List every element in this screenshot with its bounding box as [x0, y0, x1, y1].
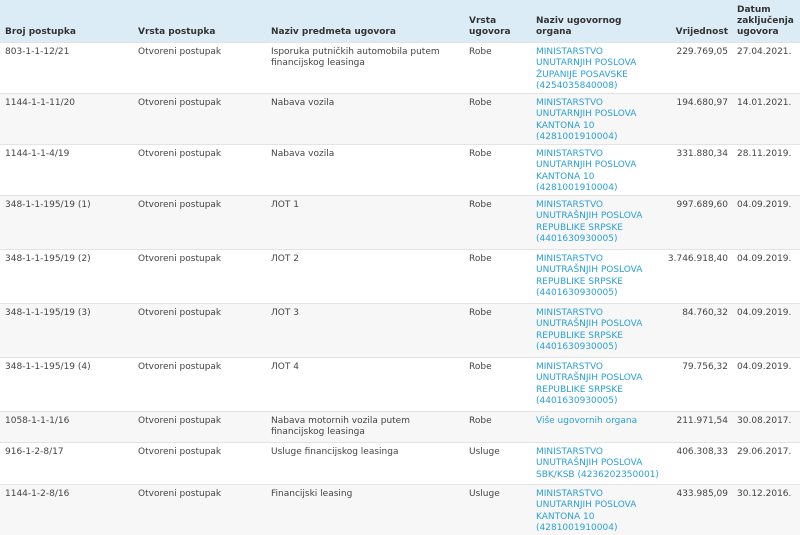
cell-broj: 348-1-1-195/19 (4) — [5, 361, 91, 372]
cell-datum: 14.01.2021. — [737, 97, 792, 108]
cell-datum: 30.12.2016. — [737, 488, 792, 499]
cell-naziv: Nabava vozila — [271, 97, 335, 108]
cell-vrsta-ugovora: Robe — [469, 97, 492, 108]
cell-vrsta-postupka: Otvoreni postupak — [138, 253, 222, 264]
table-row — [0, 249, 800, 303]
table-header-row — [0, 0, 800, 42]
cell-vrsta-ugovora: Robe — [469, 307, 492, 318]
cell-datum: 04.09.2019. — [737, 307, 792, 318]
cell-vrsta-postupka: Otvoreni postupak — [138, 415, 222, 426]
cell-vrijednost: 84.760,32 — [682, 307, 728, 318]
cell-vrsta-ugovora: Robe — [469, 148, 492, 159]
table-row — [0, 303, 800, 357]
cell-broj: 1144-1-1-4/19 — [5, 148, 70, 159]
cell-organ-link[interactable]: MINISTARSTVO UNUTRAŠNJIH POSLOVA REPUBLIKE SRPSKE (4401630930005) — [536, 361, 643, 406]
header-vrsta-ugovora-l2: ugovora — [469, 26, 511, 37]
cell-vrijednost: 211.971,54 — [676, 415, 728, 426]
cell-organ-link[interactable]: Više ugovornih organa — [536, 415, 638, 426]
cell-vrsta-ugovora: Usluge — [469, 446, 500, 457]
cell-vrsta-postupka: Otvoreni postupak — [138, 199, 222, 210]
cell-vrijednost: 79.756,32 — [682, 361, 728, 372]
cell-organ-link[interactable]: MINISTARSTVO UNUTRAŠNJIH POSLOVA REPUBLIKE SRPSKE (4401630930005) — [536, 307, 643, 352]
cell-vrijednost: 229.769,05 — [676, 46, 728, 57]
header-vrsta-postupka[interactable]: Vrsta postupka — [138, 26, 216, 37]
cell-vrijednost: 3.746.918,40 — [667, 253, 728, 264]
header-vrsta-ugovora[interactable] — [464, 0, 531, 42]
table-row — [0, 93, 800, 144]
cell-vrijednost: 997.689,60 — [676, 199, 728, 210]
cell-vrijednost: 406.308,33 — [676, 446, 728, 457]
cell-datum: 28.11.2019. — [737, 148, 792, 159]
cell-vrijednost: 433.985,09 — [676, 488, 728, 499]
table-row — [0, 195, 800, 249]
cell-organ-link[interactable]: MINISTARSTVO UNUTRAŠNJIH POSLOVA REPUBLIKE SRPSKE (4401630930005) — [536, 199, 643, 244]
cell-naziv: ЛОТ 1 — [271, 199, 299, 210]
cell-naziv: ЛОТ 2 — [271, 253, 299, 264]
cell-datum: 29.06.2017. — [737, 446, 792, 457]
cell-vrsta-ugovora: Usluge — [469, 488, 500, 499]
table-row — [0, 442, 800, 484]
cell-broj: 1144-1-1-11/20 — [5, 97, 76, 108]
header-ugovorni-organ[interactable]: Naziv ugovornog organa — [536, 15, 622, 37]
table-row — [0, 42, 800, 93]
cell-vrijednost: 194.680,97 — [676, 97, 728, 108]
cell-vrsta-ugovora: Robe — [469, 415, 492, 426]
header-datum[interactable] — [732, 0, 800, 42]
table-row — [0, 357, 800, 411]
header-datum-l2: zaključenja — [737, 15, 794, 26]
cell-vrsta-postupka: Otvoreni postupak — [138, 97, 222, 108]
cell-vrsta-postupka: Otvoreni postupak — [138, 361, 222, 372]
cell-vrsta-postupka: Otvoreni postupak — [138, 46, 222, 57]
cell-naziv: Isporuka putničkih automobila putem financijskog leasinga — [271, 46, 440, 68]
cell-datum: 30.08.2017. — [737, 415, 792, 426]
cell-vrsta-postupka: Otvoreni postupak — [138, 148, 222, 159]
cell-vrsta-ugovora: Robe — [469, 253, 492, 264]
cell-naziv: ЛОТ 4 — [271, 361, 299, 372]
cell-broj: 1144-1-2-8/16 — [5, 488, 70, 499]
cell-organ-link[interactable]: MINISTARSTVO UNUTARNJIH POSLOVA ŽUPANIJE POSAVSKE (4254035840008) — [536, 46, 637, 91]
cell-broj: 348-1-1-195/19 (1) — [5, 199, 91, 210]
cell-naziv: Usluge financijskog leasinga — [271, 446, 399, 457]
cell-naziv: Financijski leasing — [271, 488, 353, 499]
header-datum-l1: Datum — [737, 4, 771, 15]
cell-broj: 348-1-1-195/19 (3) — [5, 307, 91, 318]
table-row — [0, 411, 800, 442]
cell-organ-link[interactable]: MINISTARSTVO UNUTARNJIH POSLOVA KANTONA 10 (4281001910004) — [536, 97, 637, 142]
cell-naziv: ЛОТ 3 — [271, 307, 299, 318]
cell-datum: 04.09.2019. — [737, 253, 792, 264]
cell-datum: 27.04.2021. — [737, 46, 792, 57]
cell-broj: 348-1-1-195/19 (2) — [5, 253, 91, 264]
cell-vrsta-postupka: Otvoreni postupak — [138, 307, 222, 318]
header-vrsta-ugovora-l1: Vrsta — [469, 15, 497, 26]
cell-vrsta-ugovora: Robe — [469, 361, 492, 372]
cell-naziv: Nabava vozila — [271, 148, 335, 159]
header-broj-postupka[interactable]: Broj postupka — [5, 26, 76, 37]
cell-organ-link[interactable]: MINISTARSTVO UNUTARNJIH POSLOVA KANTONA 10 (4281001910004) — [536, 148, 637, 193]
cell-vrijednost: 331.880,34 — [676, 148, 728, 159]
header-vrijednost[interactable]: Vrijednost — [675, 26, 728, 37]
cell-vrsta-ugovora: Robe — [469, 46, 492, 57]
table-row — [0, 144, 800, 195]
cell-organ-link[interactable]: MINISTARSTVO UNUTARNJIH POSLOVA KANTONA 10 (4281001910004) — [536, 488, 637, 533]
cell-broj: 916-1-2-8/17 — [5, 446, 64, 457]
cell-organ-link[interactable]: MINISTARSTVO UNUTRAŠNJIH POSLOVA REPUBLIKE SRPSKE (4401630930005) — [536, 253, 643, 298]
cell-datum: 04.09.2019. — [737, 361, 792, 372]
table-row — [0, 484, 800, 535]
cell-naziv: Nabava motornih vozila putem financijskog leasinga — [271, 415, 410, 437]
cell-vrsta-ugovora: Robe — [469, 199, 492, 210]
cell-broj: 803-1-1-12/21 — [5, 46, 70, 57]
cell-vrsta-postupka: Otvoreni postupak — [138, 488, 222, 499]
header-datum-l3: ugovora — [737, 26, 779, 37]
header-naziv-predmeta[interactable]: Naziv predmeta ugovora — [271, 26, 396, 37]
cell-organ-link[interactable]: MINISTARSTVO UNUTRAŠNJIH POSLOVA SBK/KSB (4236202350001) — [536, 446, 659, 480]
cell-vrsta-postupka: Otvoreni postupak — [138, 446, 222, 457]
cell-datum: 04.09.2019. — [737, 199, 792, 210]
cell-broj: 1058-1-1-1/16 — [5, 415, 70, 426]
